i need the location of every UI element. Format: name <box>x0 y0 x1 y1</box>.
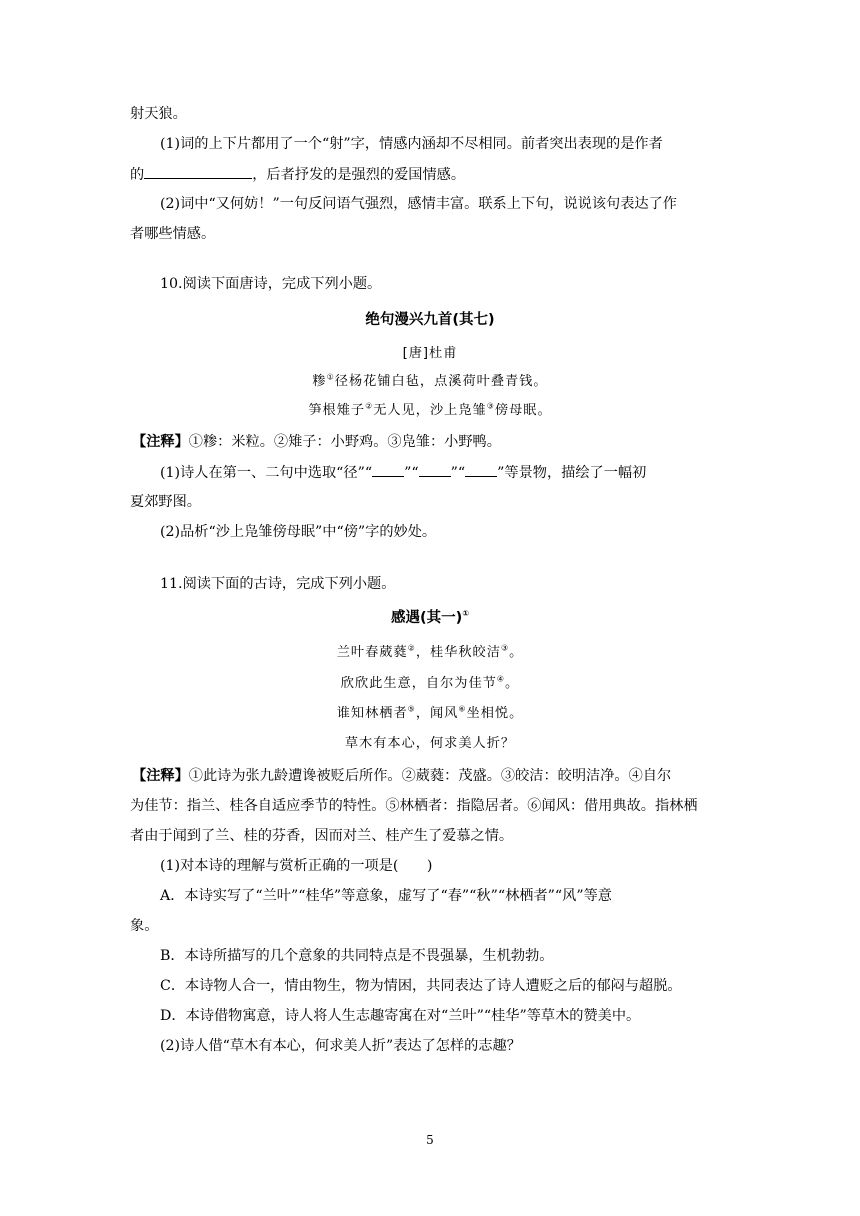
question-9-2-line-2: 者哪些情感。 <box>130 226 216 242</box>
option-b: B．本诗所描写的几个意象的共同特点是不畏强暴，生机勃勃。 <box>160 948 554 964</box>
text-fragment: 兰叶春葳蕤 <box>336 645 408 660</box>
question-9-1-line-1: (1)词的上下片都用了一个“射”字，情感内涵却不尽相同。前者突出表现的是作者 <box>160 136 663 152</box>
text-fragment: 无人见，沙上凫雏 <box>373 403 487 418</box>
footnote-marker: ② <box>407 643 416 653</box>
poem-line <box>0 372 860 392</box>
option-a-line-1: A．本诗实写了“兰叶”“桂华”等意象，虚写了“春”“秋”“林栖者”“风”等意 <box>160 888 612 904</box>
poem-notes <box>132 432 501 452</box>
text-fragment: 欣欣此生意，自尔为佳节 <box>340 676 497 691</box>
footnote-marker: ③ <box>500 643 510 653</box>
question-10-intro: 10.阅读下面唐诗，完成下列小题。 <box>160 276 382 292</box>
text-fragment: 。 <box>505 676 520 691</box>
answer-blank <box>419 462 451 477</box>
poem-line <box>0 674 860 694</box>
question-11-2: (2)诗人借“草木有本心，何求美人折”表达了怎样的志趣？ <box>160 1038 521 1054</box>
option-a-line-2: 象。 <box>130 918 159 934</box>
text-fragment: ，桂华秋皎洁 <box>415 645 501 660</box>
poem-line <box>0 401 860 421</box>
poem-line: 草木有本心，何求美人折？ <box>344 736 516 751</box>
poem-author: [唐]杜甫 <box>402 346 458 361</box>
text-fragment: 的 <box>130 167 145 183</box>
text-line: 射天狼。 <box>130 106 187 122</box>
notes-text: ①此诗为张九龄遭谗被贬后所作。②葳蕤：茂盛。③皎洁：皎明洁净。④自尔 <box>188 768 672 784</box>
poem-notes-line-1 <box>132 766 671 786</box>
footnote-marker: ④ <box>496 674 506 684</box>
text-fragment: (1)诗人在第一、二句中选取“径”“ <box>160 465 373 481</box>
text-fragment: ，后者抒发的是强烈的爱国情感。 <box>252 167 466 183</box>
footnote-marker: ② <box>365 401 374 411</box>
text-fragment: 谁知林栖者 <box>336 706 408 721</box>
footnote-marker: ① <box>326 372 335 382</box>
option-c: C．本诗物人合一，情由物生，物为情困，共同表达了诗人遭贬之后的郁闷与超脱。 <box>160 978 682 994</box>
text-fragment: 。 <box>509 645 524 660</box>
answer-blank <box>144 164 252 179</box>
poem-notes-line-3: 者由于闻到了兰、桂的芬香，因而对兰、桂产生了爱慕之情。 <box>130 828 514 844</box>
question-11-1: (1)对本诗的理解与赏析正确的一项是( ) <box>160 858 433 874</box>
poem-title <box>0 608 860 628</box>
text-fragment: ，闻风 <box>415 706 459 721</box>
question-10-2: (2)品析“沙上凫雏傍母眠”中“傍”字的妙处。 <box>160 524 437 540</box>
poem-notes-line-2: 为佳节：指兰、桂各自适应季节的特性。⑤林栖者：指隐居者。⑥闻风：借用典故。指林栖 <box>130 798 698 814</box>
page-number: 5 <box>426 1133 434 1147</box>
text-fragment: ”等景物，描绘了一幅初 <box>497 465 647 481</box>
text-fragment: ”“ <box>404 465 419 481</box>
notes-label: 【注释】 <box>132 768 189 784</box>
footnote-marker: ⑤ <box>407 704 416 714</box>
text-fragment: 坐相悦。 <box>466 706 524 721</box>
answer-blank <box>465 462 497 477</box>
text-fragment: 糁 <box>312 374 327 389</box>
text-fragment: ”“ <box>450 465 466 481</box>
poem-title: 绝句漫兴九首(其七) <box>365 312 495 328</box>
notes-text: ①糁：米粒。②雉子：小野鸡。③凫雏：小野鸭。 <box>188 434 501 450</box>
footnote-marker: ⑥ <box>458 704 467 714</box>
footnote-marker: ③ <box>486 401 495 411</box>
question-10-1-line-2: 夏郊野图。 <box>130 494 201 510</box>
text-fragment: 傍母眠。 <box>494 403 552 418</box>
notes-label: 【注释】 <box>132 434 189 450</box>
poem-line <box>0 643 860 663</box>
footnote-marker: ① <box>462 609 470 619</box>
text-fragment: 笋根雉子 <box>308 403 366 418</box>
answer-blank <box>372 462 404 477</box>
question-10-1-line-1 <box>160 462 646 483</box>
question-9-2-line-1: (2)词中“又何妨！”一句反问语气强烈，感情丰富。联系上下句，说说该句表达了作 <box>160 196 677 212</box>
question-9-1-line-2 <box>130 164 465 185</box>
text-fragment: 径杨花铺白毡，点溪荷叶叠青钱。 <box>334 374 548 389</box>
question-11-intro: 11.阅读下面的古诗，完成下列小题。 <box>160 576 396 592</box>
option-d: D．本诗借物寓意，诗人将人生志趣寄寓在对“兰叶”“桂华”等草木的赞美中。 <box>160 1008 641 1024</box>
poem-line <box>0 704 860 724</box>
text-fragment: 感遇(其一) <box>390 610 463 626</box>
